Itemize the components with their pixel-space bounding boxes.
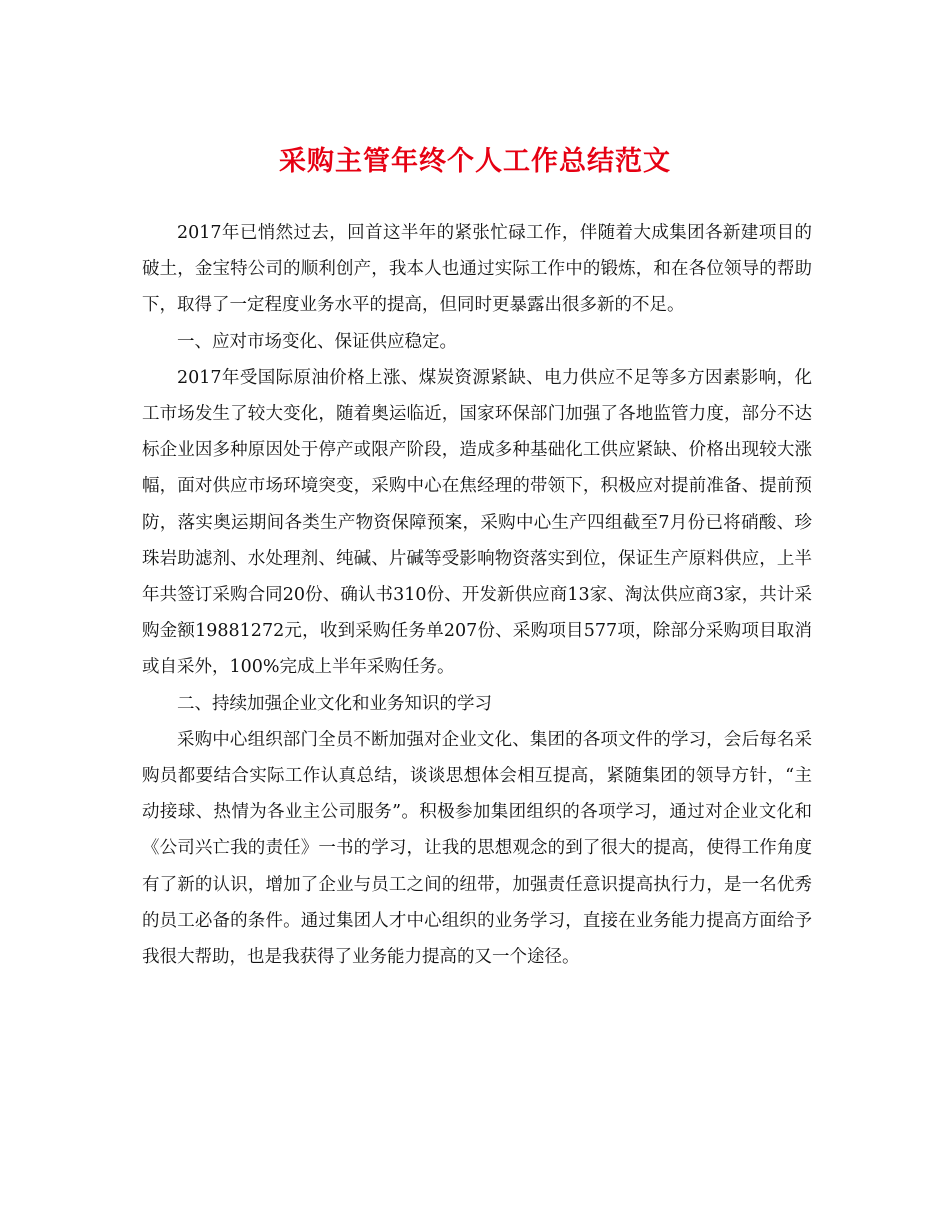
paragraph-section-2: 采购中心组织部门全员不断加强对企业文化、集团的各项文件的学习，会后每名采购员都要结合实际工作认真总结，谈谈思想体会相互提高，紧随集团的领导方针，“主动接球、热情为各业主公司服务”。积极参加集团组织的各项学习，通过对企业文化和《公司兴亡我的责任》一书的学习，让我的思想观念的到了很大的提高，使得工作角度有了新的认识，增加了企业与员工之间的纽带，加强责任意识提高执行力，是一名优秀的员工必备的条件。通过集团人才中心组织的业务学习，直接在业务能力提高方面给予我很大帮助，也是我获得了业务能力提高的又一个途径。 (142, 729, 812, 968)
section-heading-1: 一、应对市场变化、保证供应稳定。 (177, 331, 457, 352)
paragraph-section-1: 2017年受国际原油价格上涨、煤炭资源紧缺、电力供应不足等多方因素影响，化工市场发生了较大变化，随着奥运临近，国家环保部门加强了各地监管力度，部分不达标企业因多种原因处于停产或限产阶段，造成多种基础化工供应紧缺、价格出现较大涨幅，面对供应市场环境突变，采购中心在焦经理的带领下，积极应对提前准备、提前预防，落实奥运期间各类生产物资保障预案，采购中心生产四组截至7月份已将硝酸、珍珠岩助滤剂、水处理剂、纯碱、片碱等受影响物资落实到位，保证生产原料供应，上半年共签订采购合同20份、确认书310份、开发新供应商13家、淘汰供应商3家，共计采购金额19881272元，收到采购任务单207份、采购项目577项，除部分采购项目取消或自采外，100%完成上半年采购任务。 (142, 367, 812, 678)
section-heading-2: 二、持续加强企业文化和业务知识的学习 (177, 693, 492, 714)
paragraph-intro: 2017年已悄然过去，回首这半年的紧张忙碌工作，伴随着大成集团各新建项目的破土，金宝特公司的顺利创产，我本人也通过实际工作中的锻炼，和在各位领导的帮助下，取得了一定程度业务水平的提高，但同时更暴露出很多新的不足。 (142, 223, 812, 316)
document-body (142, 215, 812, 975)
document-title: 采购主管年终个人工作总结范文 (279, 146, 671, 177)
